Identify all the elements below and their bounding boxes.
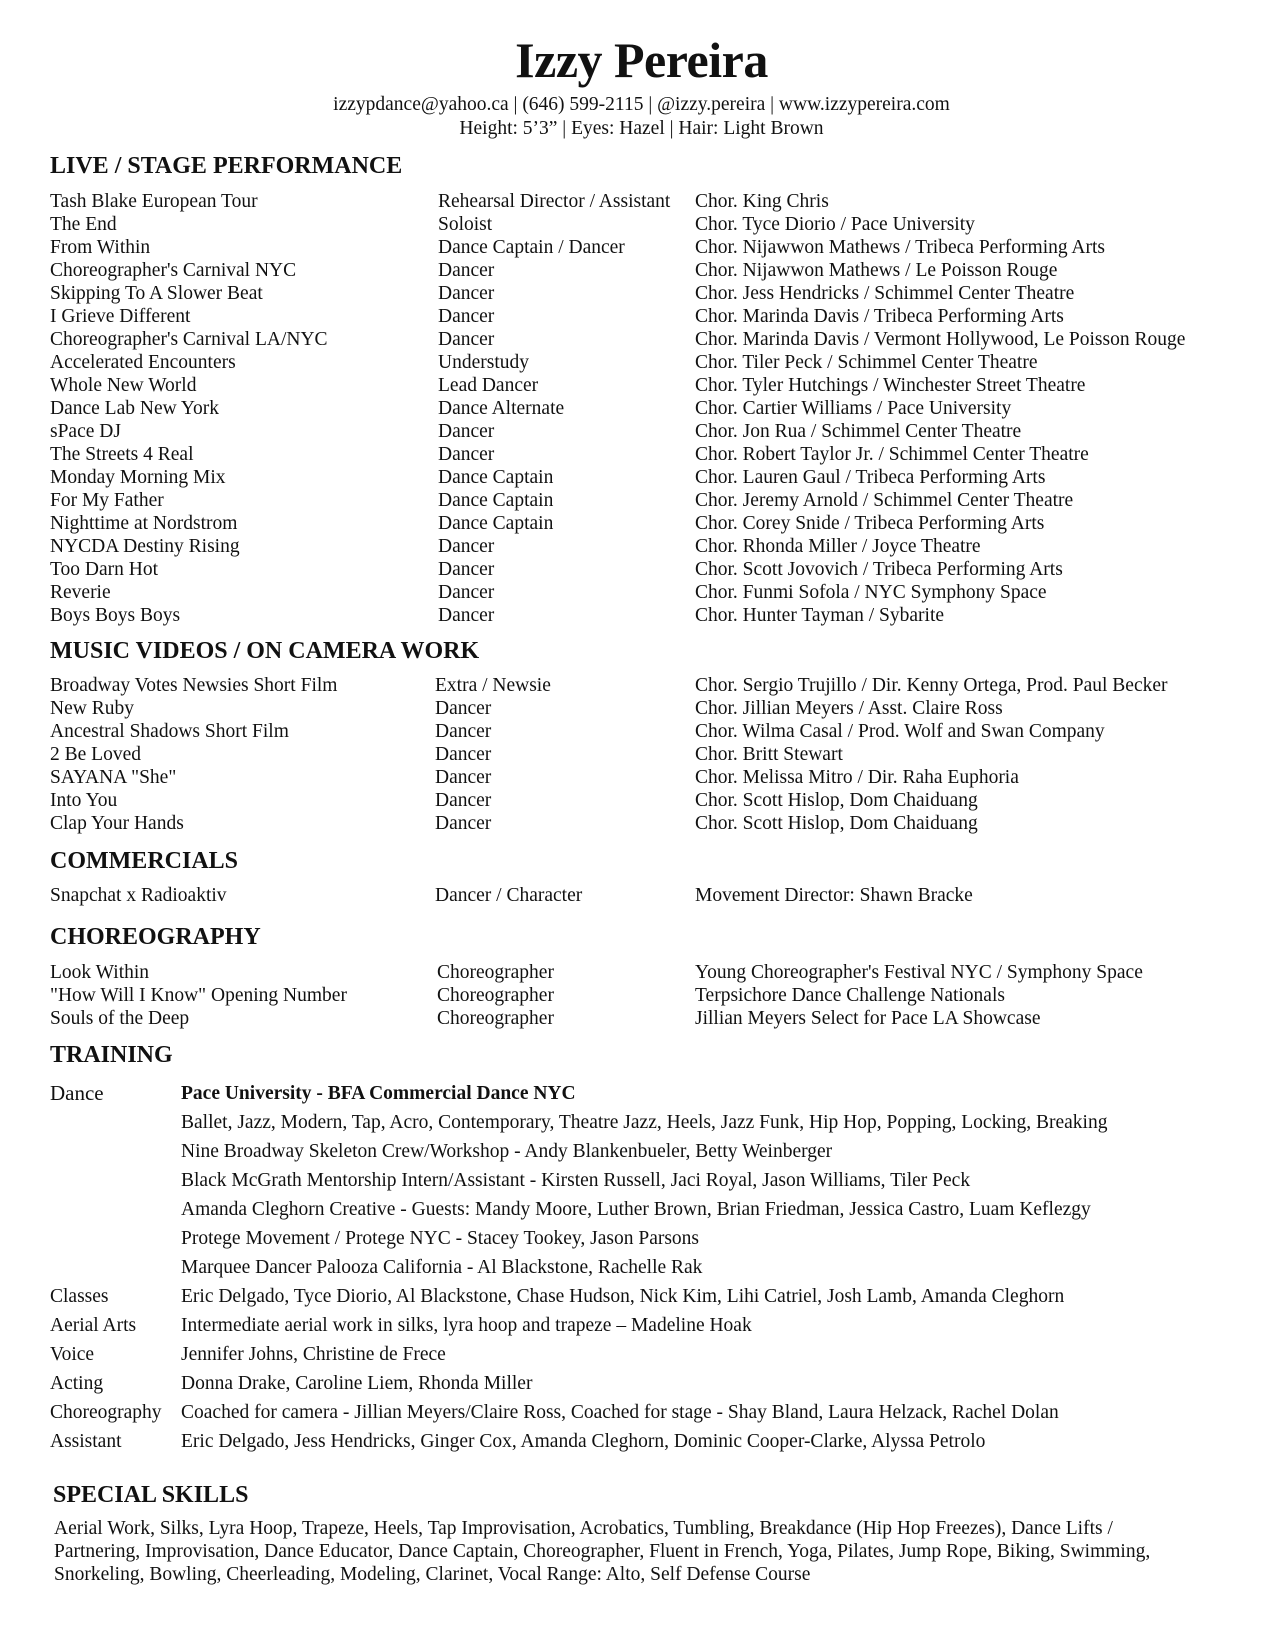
training-detail: Intermediate aerial work in silks, lyra hoop and trapeze – Madeline Hoak	[181, 1315, 752, 1336]
credit-title: From Within	[50, 237, 151, 258]
credit-role: Dancer	[438, 444, 495, 465]
credit-row	[50, 466, 1250, 489]
credit-company: Chor. Funmi Sofola / NYC Symphony Space	[695, 582, 1047, 603]
credit-company: Chor. Jillian Meyers / Asst. Claire Ross	[695, 698, 1003, 719]
credit-row	[50, 351, 1250, 374]
credit-row	[50, 812, 1250, 835]
training-detail: Pace University - BFA Commercial Dance NYC	[181, 1083, 576, 1104]
training-row	[50, 1224, 1250, 1253]
credit-role: Dancer	[435, 744, 492, 765]
credit-title: Ancestral Shadows Short Film	[50, 721, 289, 742]
credit-row	[50, 259, 1250, 282]
credit-role: Dancer	[438, 582, 495, 603]
credit-title: SAYANA "She"	[50, 767, 177, 788]
training-detail: Jennifer Johns, Christine de Frece	[181, 1344, 446, 1365]
resume-header	[0, 30, 1271, 141]
credit-company: Chor. Marinda Davis / Tribeca Performing Arts	[695, 306, 1064, 327]
credit-row	[50, 884, 1250, 907]
credit-role: Dancer	[438, 536, 495, 557]
physical-stats: Height: 5’3” | Eyes: Hazel | Hair: Light Brown	[459, 118, 824, 139]
training-label: Classes	[50, 1286, 109, 1307]
training-label: Acting	[50, 1373, 104, 1394]
credit-title: Accelerated Encounters	[50, 352, 236, 373]
credit-company: Chor. Britt Stewart	[695, 744, 843, 765]
performer-name: Izzy Pereira	[515, 32, 768, 88]
music-credits	[50, 674, 1250, 835]
credit-row	[50, 213, 1250, 236]
section-title-choreography: CHOREOGRAPHY	[50, 924, 261, 950]
credit-title: New Ruby	[50, 698, 134, 719]
credit-company: Jillian Meyers Select for Pace LA Showcase	[695, 1008, 1041, 1029]
section-title-commercials: COMMERCIALS	[50, 848, 239, 874]
credit-row	[50, 604, 1250, 627]
credit-role: Rehearsal Director / Assistant	[438, 191, 671, 212]
choreography-credits	[50, 961, 1250, 1030]
training-detail: Ballet, Jazz, Modern, Tap, Acro, Contemporary, Theatre Jazz, Heels, Jazz Funk, Hip Hop, Popping, Locking, Breaking	[181, 1112, 1108, 1133]
credit-role: Dance Captain	[438, 513, 554, 534]
credit-row	[50, 743, 1250, 766]
credit-row	[50, 443, 1250, 466]
training-list	[50, 1079, 1250, 1456]
training-row	[50, 1340, 1250, 1369]
training-row	[50, 1427, 1250, 1456]
credit-company: Chor. Marinda Davis / Vermont Hollywood, Le Poisson Rouge	[695, 329, 1186, 350]
credit-title: "How Will I Know" Opening Number	[50, 985, 347, 1006]
credit-row	[50, 190, 1250, 213]
training-label: Aerial Arts	[50, 1315, 137, 1336]
credit-row	[50, 789, 1250, 812]
credit-row	[50, 558, 1250, 581]
training-label: Voice	[50, 1344, 95, 1365]
skills-line: Partnering, Improvisation, Dance Educator, Dance Captain, Choreographer, Fluent in French, Yoga, Pilates, Jump Rope, Biking, Swimming,	[54, 1541, 1151, 1562]
credit-company: Chor. Tiler Peck / Schimmel Center Theatre	[695, 352, 1038, 373]
credit-role: Dancer	[438, 329, 495, 350]
credit-company: Chor. King Chris	[695, 191, 829, 212]
credit-title: Too Darn Hot	[50, 559, 159, 580]
training-row	[50, 1195, 1250, 1224]
credit-row	[50, 512, 1250, 535]
training-row	[50, 1311, 1250, 1340]
credit-title: Dance Lab New York	[50, 398, 219, 419]
credit-title: 2 Be Loved	[50, 744, 141, 765]
credit-role: Understudy	[438, 352, 529, 373]
credit-role: Dancer / Character	[435, 885, 583, 906]
credit-title: Souls of the Deep	[50, 1008, 190, 1029]
training-label: Choreography	[50, 1402, 162, 1423]
skills-line: Aerial Work, Silks, Lyra Hoop, Trapeze, Heels, Tap Improvisation, Acrobatics, Tumbling, Breakdance (Hip Hop Freezes), Dance Lifts /	[54, 1518, 1113, 1539]
credit-company: Chor. Robert Taylor Jr. / Schimmel Center Theatre	[695, 444, 1089, 465]
credit-company: Chor. Scott Hislop, Dom Chaiduang	[695, 813, 978, 834]
credit-row	[50, 282, 1250, 305]
training-detail: Marquee Dancer Palooza California - Al Blackstone, Rachelle Rak	[181, 1257, 703, 1278]
training-label: Assistant	[50, 1431, 122, 1452]
credit-row	[50, 374, 1250, 397]
training-row	[50, 1079, 1250, 1108]
training-detail: Coached for camera - Jillian Meyers/Claire Ross, Coached for stage - Shay Bland, Laura Helzack, Rachel Dolan	[181, 1402, 1059, 1423]
credit-title: The End	[50, 214, 117, 235]
credit-role: Lead Dancer	[438, 375, 539, 396]
credit-row	[50, 961, 1250, 984]
credit-title: Tash Blake European Tour	[50, 191, 258, 212]
section-title-music: MUSIC VIDEOS / ON CAMERA WORK	[50, 638, 480, 664]
credit-title: Choreographer's Carnival LA/NYC	[50, 329, 328, 350]
credit-row	[50, 581, 1250, 604]
live-credits	[50, 190, 1250, 627]
credit-company: Chor. Tyler Hutchings / Winchester Street Theatre	[695, 375, 1086, 396]
credit-company: Chor. Hunter Tayman / Sybarite	[695, 605, 945, 626]
training-detail: Eric Delgado, Jess Hendricks, Ginger Cox, Amanda Cleghorn, Dominic Cooper-Clarke, Alyssa Petrolo	[181, 1431, 986, 1452]
credit-role: Extra / Newsie	[435, 675, 551, 696]
credit-role: Dancer	[438, 559, 495, 580]
skills-line: Snorkeling, Bowling, Cheerleading, Modeling, Clarinet, Vocal Range: Alto, Self Defense Course	[54, 1564, 811, 1585]
training-detail: Eric Delgado, Tyce Diorio, Al Blackstone, Chase Hudson, Nick Kim, Lihi Catriel, Josh Lamb, Amanda Cleghorn	[181, 1286, 1065, 1307]
credit-row	[50, 397, 1250, 420]
credit-title: Monday Morning Mix	[50, 467, 226, 488]
credit-title: Snapchat x Radioaktiv	[50, 885, 227, 906]
credit-company: Movement Director: Shawn Bracke	[695, 885, 973, 906]
credit-title: NYCDA Destiny Rising	[50, 536, 240, 557]
training-detail: Amanda Cleghorn Creative - Guests: Mandy Moore, Luther Brown, Brian Friedman, Jessica Castro, Luam Keflezgy	[181, 1199, 1091, 1220]
credit-row	[50, 236, 1250, 259]
credit-role: Dance Captain	[438, 490, 554, 511]
credit-company: Chor. Corey Snide / Tribeca Performing Arts	[695, 513, 1045, 534]
credit-role: Choreographer	[437, 1008, 554, 1029]
training-detail: Protege Movement / Protege NYC - Stacey Tookey, Jason Parsons	[181, 1228, 700, 1249]
training-row	[50, 1282, 1250, 1311]
credit-title: Reverie	[50, 582, 111, 603]
credit-company: Chor. Scott Jovovich / Tribeca Performing Arts	[695, 559, 1063, 580]
credit-title: The Streets 4 Real	[50, 444, 194, 465]
training-row	[50, 1137, 1250, 1166]
credit-title: Boys Boys Boys	[50, 605, 181, 626]
credit-title: I Grieve Different	[50, 306, 191, 327]
credit-role: Dancer	[438, 260, 495, 281]
training-label: Dance	[50, 1081, 104, 1105]
credit-company: Chor. Scott Hislop, Dom Chaiduang	[695, 790, 978, 811]
credit-company: Chor. Jess Hendricks / Schimmel Center Theatre	[695, 283, 1075, 304]
credit-company: Chor. Cartier Williams / Pace University	[695, 398, 1012, 419]
section-title-live: LIVE / STAGE PERFORMANCE	[50, 153, 403, 179]
credit-role: Dancer	[438, 306, 495, 327]
skills-text	[54, 1517, 1254, 1586]
credit-company: Chor. Melissa Mitro / Dir. Raha Euphoria	[695, 767, 1019, 788]
credit-role: Dancer	[435, 790, 492, 811]
credit-row	[50, 984, 1250, 1007]
credit-company: Chor. Sergio Trujillo / Dir. Kenny Ortega, Prod. Paul Becker	[695, 675, 1168, 696]
credit-role: Dancer	[435, 721, 492, 742]
credit-role: Dancer	[438, 283, 495, 304]
training-row	[50, 1369, 1250, 1398]
credit-company: Chor. Tyce Diorio / Pace University	[695, 214, 975, 235]
credit-title: Clap Your Hands	[50, 813, 184, 834]
credit-row	[50, 1007, 1250, 1030]
credit-title: Broadway Votes Newsies Short Film	[50, 675, 338, 696]
credit-row	[50, 674, 1250, 697]
credit-role: Dancer	[435, 767, 492, 788]
credit-role: Dancer	[438, 421, 495, 442]
credit-title: Nighttime at Nordstrom	[50, 513, 238, 534]
contact-line: izzypdance@yahoo.ca | (646) 599-2115 | @izzy.pereira | www.izzypereira.com	[333, 94, 950, 115]
section-title-skills: SPECIAL SKILLS	[53, 1482, 249, 1508]
credit-title: Whole New World	[50, 375, 197, 396]
credit-row	[50, 420, 1250, 443]
training-row	[50, 1253, 1250, 1282]
credit-company: Chor. Lauren Gaul / Tribeca Performing Arts	[695, 467, 1046, 488]
credit-row	[50, 697, 1250, 720]
credit-role: Choreographer	[437, 985, 554, 1006]
credit-company: Chor. Jon Rua / Schimmel Center Theatre	[695, 421, 1022, 442]
training-row	[50, 1166, 1250, 1195]
credit-title: Choreographer's Carnival NYC	[50, 260, 297, 281]
credit-company: Chor. Rhonda Miller / Joyce Theatre	[695, 536, 981, 557]
section-title-training: TRAINING	[50, 1042, 173, 1068]
credit-company: Chor. Jeremy Arnold / Schimmel Center Theatre	[695, 490, 1074, 511]
training-row	[50, 1398, 1250, 1427]
credit-title: sPace DJ	[50, 421, 121, 442]
credit-company: Terpsichore Dance Challenge Nationals	[695, 985, 1005, 1006]
credit-title: For My Father	[50, 490, 164, 511]
credit-company: Chor. Nijawwon Mathews / Tribeca Performing Arts	[695, 237, 1106, 258]
credit-row	[50, 766, 1250, 789]
credit-company: Young Choreographer's Festival NYC / Symphony Space	[695, 962, 1143, 983]
training-detail: Black McGrath Mentorship Intern/Assistant - Kirsten Russell, Jaci Royal, Jason Williams, Tiler Peck	[181, 1170, 971, 1191]
credit-role: Dancer	[435, 813, 492, 834]
credit-title: Into You	[50, 790, 118, 811]
credit-company: Chor. Wilma Casal / Prod. Wolf and Swan Company	[695, 721, 1105, 742]
credit-title: Skipping To A Slower Beat	[50, 283, 263, 304]
commercial-credits	[50, 884, 1250, 907]
credit-company: Chor. Nijawwon Mathews / Le Poisson Rouge	[695, 260, 1058, 281]
credit-title: Look Within	[50, 962, 150, 983]
credit-role: Dance Alternate	[438, 398, 565, 419]
credit-role: Soloist	[438, 214, 493, 235]
credit-role: Dance Captain	[438, 467, 554, 488]
credit-role: Dance Captain / Dancer	[438, 237, 625, 258]
credit-row	[50, 720, 1250, 743]
training-detail: Donna Drake, Caroline Liem, Rhonda Miller	[181, 1373, 533, 1394]
credit-role: Choreographer	[437, 962, 554, 983]
credit-role: Dancer	[435, 698, 492, 719]
credit-row	[50, 489, 1250, 512]
credit-role: Dancer	[438, 605, 495, 626]
credit-row	[50, 305, 1250, 328]
credit-row	[50, 328, 1250, 351]
training-detail: Nine Broadway Skeleton Crew/Workshop - Andy Blankenbueler, Betty Weinberger	[181, 1141, 833, 1162]
training-row	[50, 1108, 1250, 1137]
credit-row	[50, 535, 1250, 558]
